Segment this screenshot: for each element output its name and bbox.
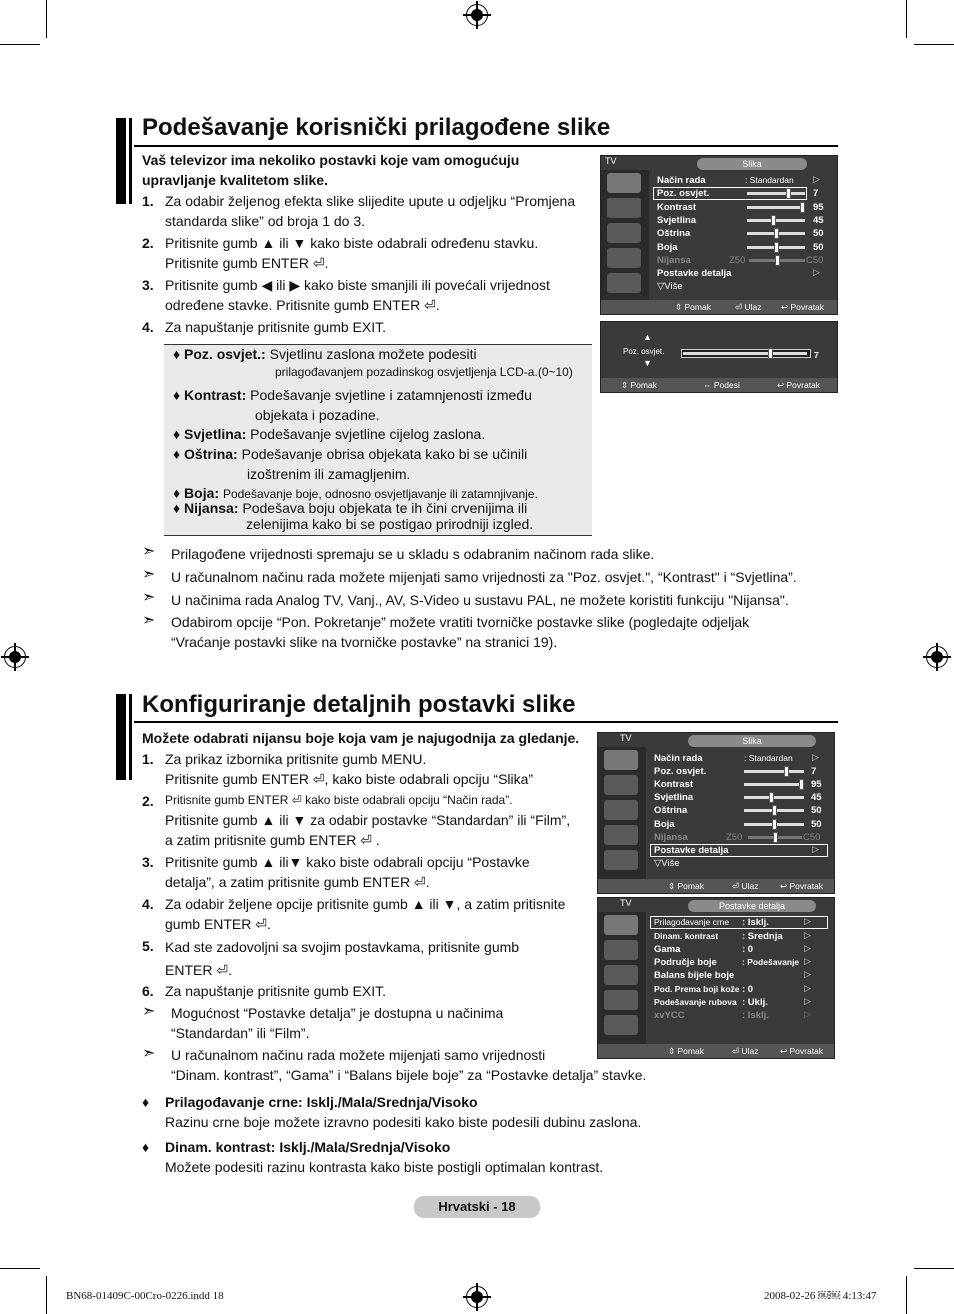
heading-rule: [134, 721, 838, 723]
setup-icon: [604, 990, 638, 1010]
step-text: Pritisnite gumb ▲ ili ▼ kako biste odabrali određenu stavku. Pritisnite gumb ENTER ⏎.: [165, 235, 539, 271]
registration-mark-icon: [926, 646, 948, 668]
feature-item: ♦ Poz. osvjet.: Svjetlinu zaslona možete podesiti prilagođavanjem pozadinskog osvjetljenja LCD-a.(0~10): [173, 346, 573, 379]
slider-knob: [768, 348, 773, 359]
arrow-right-icon: ▷: [812, 752, 819, 762]
heading-rule: [134, 145, 838, 147]
crop-mark: [46, 0, 47, 38]
arrow-right-icon: ▷: [804, 930, 811, 940]
menu-footer: ⇕ Pomak ⇔ Podesi ↩ Povratak: [601, 378, 837, 392]
slider-knob: [769, 792, 774, 803]
step-text: Pritisnite gumb ▲ ili▼ kako biste odabrali opciju “Postavke detalja”, a zatim pritisnite gumb ENTER ⏎.: [165, 854, 530, 890]
step-text: Kad ste zadovoljni sa svojim postavkama, pritisnite gumb ENTER ⏎.: [165, 939, 520, 978]
channel-icon: [604, 800, 638, 820]
bullet-item: Prilagođavanje crne: Isklj./Mala/Srednja/Visoko Razinu crne boje možete izravno podesiti kako biste podesili dubinu zaslona.: [165, 1094, 642, 1130]
note-arrow-icon: ➣: [142, 612, 156, 629]
note-text: Odabirom opcije “Pon. Pokretanje” možete vratiti tvorničke postavke slike (pogledajte odjeljak “Vraćanje postavki slike na tvorničke postavke” na stranici 19).: [171, 614, 750, 650]
file-name: BN68-01409C-00Cro-0226.indd 18: [66, 1290, 224, 1302]
arrow-right-icon: ▷: [804, 1009, 811, 1019]
bullet-item: Dinam. kontrast: Isklj./Mala/Srednja/Visoko Možete podesiti razinu kontrasta kako biste postigli optimalan kontrast.: [165, 1139, 604, 1175]
crop-mark: [906, 0, 907, 38]
arrow-right-icon: ▷: [813, 267, 820, 277]
note-arrow-icon: ➣: [142, 1003, 156, 1020]
heading-bar: [129, 694, 132, 780]
slider-knob: [774, 242, 779, 253]
picture-icon: [604, 750, 638, 770]
section-heading: Podešavanje korisnički prilagođene slike: [142, 114, 611, 141]
channel-icon: [604, 965, 638, 985]
sound-icon: [604, 775, 638, 795]
bullet-icon: ♦: [142, 1094, 150, 1110]
note-text: U računalnom načinu rada možete mijenjati samo vrijednosti “Dinam. kontrast”, “Gama” i “Balans bijele boje” za “Postavke detalja” stavke.: [171, 1047, 647, 1083]
note-text: U računalnom načinu rada možete mijenjati samo vrijednosti za "Poz. osvjet.", “Kontrast" i “Svjetlina”.: [171, 569, 797, 585]
heading-bar: [116, 694, 126, 780]
note-text: U načinima rada Analog TV, Vanj., AV, S-Video u sustavu PAL, ne možete koristiti funkciju "Nijansa".: [171, 592, 789, 608]
menu-sidebar: [598, 747, 646, 879]
level-bar: [744, 783, 804, 786]
step-text: Za napuštanje pritisnite gumb EXIT.: [165, 983, 387, 999]
heading-bar: [116, 118, 126, 204]
note-arrow-icon: ➣: [142, 589, 156, 606]
slider-knob: [774, 228, 779, 239]
setup-icon: [607, 248, 641, 268]
registration-mark-icon: [4, 646, 26, 668]
tv-menu-picture: TV Slika Način rada : Standardan ▷ Poz. osvjet. 7 Kontrast 95 Svjetlina 45 Oštrina 50 Boja 50 Nijansa Z50 C50 Postavke detalja ▷ ▽Više ⇕ Pomak ⏎ Ulaz ↩ Povratak: [600, 155, 838, 315]
menu-footer: ⇕ Pomak ⏎ Ulaz ↩ Povratak: [598, 1044, 834, 1058]
crop-mark: [0, 44, 40, 45]
feature-item: ♦ Oštrina: Podešavanje obrisa objekata kako bi se učinili izoštrenim ili zamagljenim.: [173, 446, 528, 482]
intro-text: Možete odabrati nijansu boje koja vam je najugodnija za gledanje.: [142, 730, 580, 746]
bullet-icon: ♦: [142, 1139, 150, 1155]
arrow-right-icon: ▷: [804, 996, 811, 1006]
arrow-right-icon: ▷: [804, 969, 811, 979]
note-arrow-icon: ➣: [142, 566, 156, 583]
step-text: Pritisnite gumb ◀ ili ▶ kako biste smanjili ili povećali vrijednost određene stavke. Pritisnite gumb ENTER ⏎.: [165, 277, 550, 313]
intro-text: Vaš televizor ima nekoliko postavki koje vam omogućuju upravljanje kvalitetom slike.: [142, 152, 520, 188]
menu-footer: ⇕ Pomak ⏎ Ulaz ↩ Povratak: [601, 300, 837, 314]
step-text: Za napuštanje pritisnite gumb EXIT.: [165, 319, 387, 335]
arrow-right-icon: ▷: [812, 844, 819, 854]
input-icon: [604, 1015, 638, 1035]
tv-menu-picture: TV Slika Način rada : Standardan ▷ Poz. osvjet. 7 Kontrast 95 Svjetlina 45 Oštrina 50 Boja 50 Nijansa Z50 C50 Postavke detalja ▷ ▽Više ⇕ Pomak ⏎ Ulaz ↩ Povratak: [597, 732, 835, 894]
sound-icon: [604, 940, 638, 960]
note-text: Mogućnost “Postavke detalja” je dostupna u načinima “Standardan” ili “Film”.: [171, 1005, 504, 1041]
note-arrow-icon: ➣: [142, 1045, 156, 1062]
menu-footer: ⇕ Pomak ⏎ Ulaz ↩ Povratak: [598, 879, 834, 893]
level-bar: [744, 796, 804, 799]
picture-icon: [607, 173, 641, 193]
level-bar: [683, 352, 807, 355]
arrow-right-icon: ▷: [804, 983, 811, 993]
step-text: Za odabir željenog efekta slike slijedite upute u odjeljku “Promjena standarda slike” od broja 1 do 3.: [165, 193, 576, 229]
level-bar: [744, 770, 804, 773]
menu-title: Postavke detalja: [688, 900, 816, 912]
tv-menu-detail-settings: TV Postavke detalja Prilagođavanje crne : Isklj. ▷ Dinam. kontrast : Srednja ▷ Gama : 0 ▷ Područje boje : Podešavanje ▷ Balans bijele boje ▷ Pod. Prema boji kože : 0 ▷ Podešavanje rubova : Uklj. ▷ xvYCC : Isklj. ▷ ⇕ Pomak ⏎ Ulaz ↩ Povratak: [597, 897, 835, 1059]
slider-knob: [773, 832, 778, 843]
picture-icon: [604, 915, 638, 935]
arrow-right-icon: ▷: [804, 916, 811, 926]
feature-item: ♦ Nijansa: Podešava boju objekata te ih čini crvenijima ili zelenijima kako bi se postigao prirodniji izgled.: [173, 500, 534, 532]
print-date: 2008-02-26 ￼￼ 4:13:47: [764, 1290, 877, 1302]
step-text: Za prikaz izbornika pritisnite gumb MENU. Pritisnite gumb ENTER ⏎, kako biste odabrali opciju “Slika”: [165, 751, 534, 787]
registration-mark-icon: [466, 1286, 488, 1308]
crop-mark: [906, 1276, 907, 1314]
arrow-right-icon: ▷: [804, 956, 811, 966]
section-heading: Konfiguriranje detaljnih postavki slike: [142, 691, 576, 718]
input-icon: [607, 273, 641, 293]
feature-item: ♦ Boja: Podešavanje boje, odnosno osvjetljavanje ili zatamnjivanje.: [173, 485, 538, 501]
crop-mark: [46, 1276, 47, 1314]
feature-item: ♦ Svjetlina: Podešavanje svjetline cijelog zaslona.: [173, 426, 486, 442]
arrow-right-icon: ▷: [804, 943, 811, 953]
arrow-up-icon: ▲: [643, 332, 652, 342]
note-text: Prilagođene vrijednosti spremaju se u skladu s odabranim načinom rada slike.: [171, 546, 655, 562]
slider-knob: [799, 779, 804, 790]
step-text: Za odabir željene opcije pritisnite gumb ▲ ili ▼, a zatim pritisnite gumb ENTER ⏎.: [165, 896, 566, 932]
menu-title: Slika: [688, 735, 816, 747]
input-icon: [604, 850, 638, 870]
menu-sidebar: [601, 170, 649, 300]
step-text: Pritisnite gumb ENTER ⏎ kako biste odabrali opciju “Način rada”. Pritisnite gumb ▲ ili ▼ za odabir postavke “Standardan” ili “Film”, a zatim pritisnite gumb ENTER ⏎ .: [165, 793, 571, 848]
slider-knob: [786, 188, 791, 199]
heading-bar: [129, 118, 132, 204]
slider-knob: [772, 819, 777, 830]
setup-icon: [604, 825, 638, 845]
crop-mark: [914, 1268, 954, 1269]
feature-item: ♦ Kontrast: Podešavanje svjetline i zatamnjenosti između objekata i pozadine.: [173, 387, 532, 423]
slider-knob: [771, 215, 776, 226]
page-number-badge: Hrvatski - 18: [414, 1196, 540, 1218]
tv-menu-backlight-adjust: ▲ Poz. osvjet. 7 ▼ ⇕ Pomak ⇔ Podesi ↩ Povratak: [600, 321, 838, 393]
note-arrow-icon: ➣: [142, 543, 156, 560]
arrow-down-icon: ▼: [643, 358, 652, 368]
slider-knob: [772, 805, 777, 816]
menu-sidebar: [598, 912, 646, 1044]
channel-icon: [607, 223, 641, 243]
crop-mark: [0, 1268, 40, 1269]
arrow-right-icon: ▷: [813, 174, 820, 184]
crop-mark: [914, 44, 954, 45]
slider-knob: [800, 202, 805, 213]
slider-knob: [784, 766, 789, 777]
registration-mark-icon: [466, 4, 488, 26]
slider-knob: [775, 255, 780, 266]
menu-title: Slika: [697, 158, 807, 170]
sound-icon: [607, 198, 641, 218]
level-bar: [747, 206, 805, 209]
level-bar: [747, 192, 805, 195]
